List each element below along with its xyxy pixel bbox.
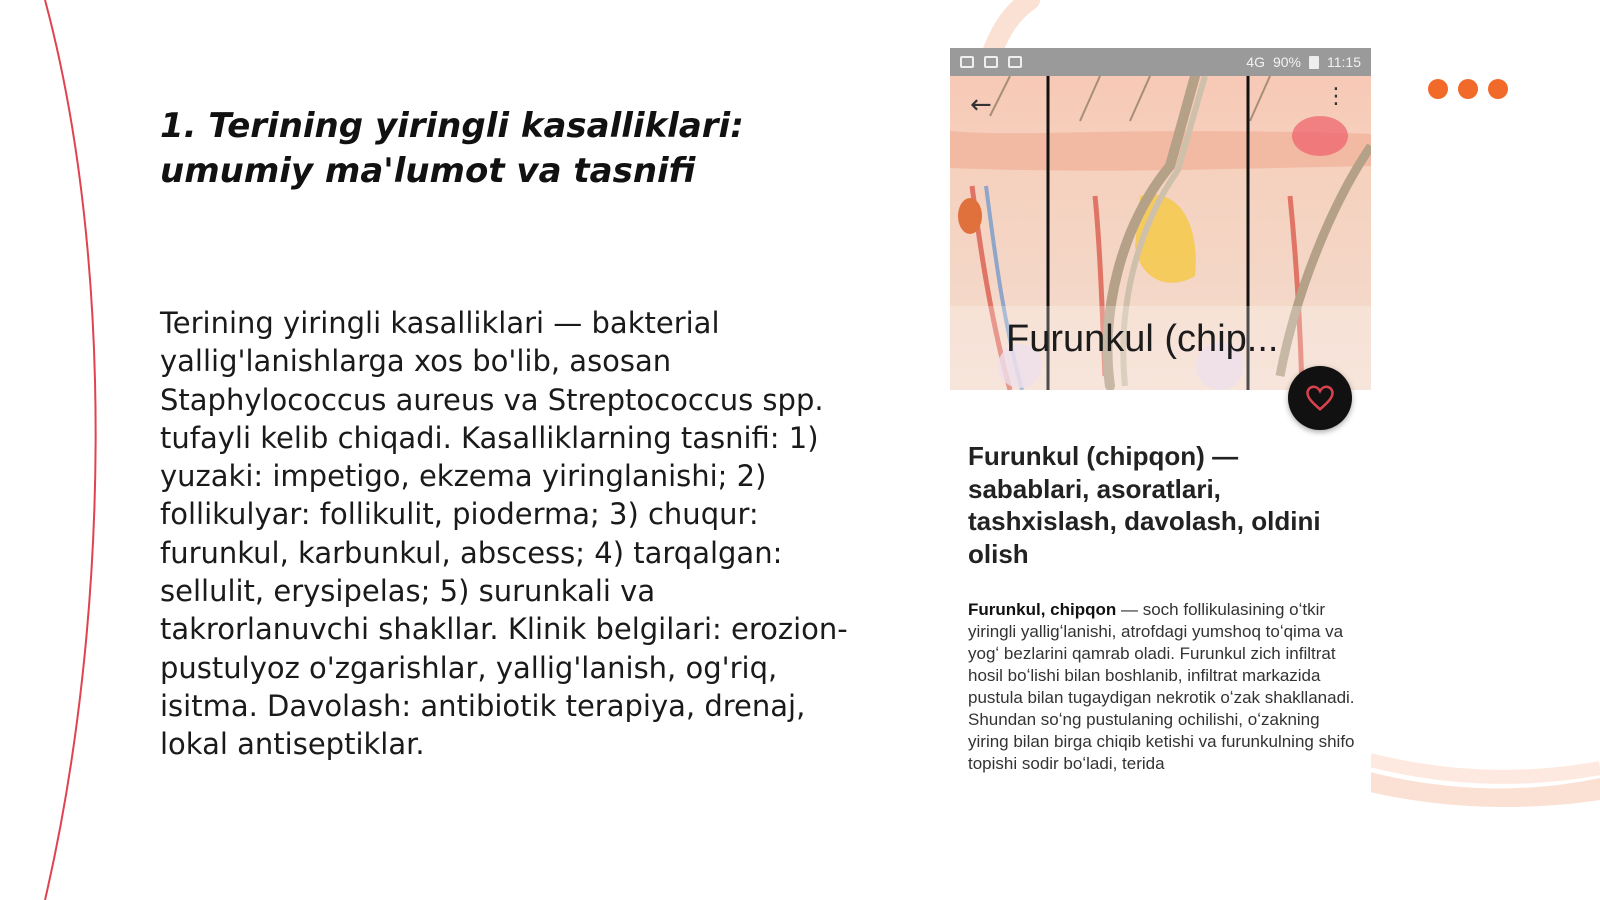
article-body [968,599,1360,775]
more-vertical-icon[interactable]: ⋮ [1325,84,1347,109]
back-arrow-icon[interactable]: ← [970,90,992,120]
phone-screenshot [950,48,1371,808]
network-label: 4G [1246,54,1265,70]
battery-icon [1309,56,1319,69]
left-red-curve [45,0,96,900]
article-lead-bold: Furunkul, chipqon [968,600,1117,619]
notification-icon [960,56,974,68]
dot-1 [1428,79,1448,99]
bottom-peach-band-inner [1370,760,1600,777]
slide-title: 1. Terining yiringli kasalliklari: umumiy ma'lumot va tasnifi [160,106,744,191]
slide-body-text: Terining yiringli kasalliklari — bakterial yallig'lanishlarga xos bo'lib, asosan Staphylococcus aureus va Streptococcus spp. tufayli kelib chiqadi. Kasalliklarning tasnifi: 1) yuzaki: impetigo, ekzema yiringlanishi; 2) follikulyar: follikulit, pioderma; 3) chuqur: furunkul, karbunkul, abscess; 4) tarqalgan: sellulit, erysipelas; 5) surunkali va takrorlanuvchi shakllar. Klinik belgilari: erozion-pustulyoz o'zgarishlar, yallig'lanish, og'riq, isitma. Davolash: antibiotik terapiya, drenaj, lokal antiseptiklar. [160,306,848,762]
signal-label: 90% [1272,54,1301,70]
article-title: Furunkul (chipqon) — sabablari, asoratlari, tashxislash, davolash, oldini olish [968,441,1321,569]
dot-2 [1458,79,1478,99]
article-lead-text: — soch follikulasining oʻtkir yiringli yalligʻlanishi, atrofdagi yumshoq toʻqima va yogʻ bezlarini qamrab oladi. Furunkul zich infiltrat hosil boʻlishi bilan boshlanib, infiltrat markazida pustula bilan tugaydigan nekrotik oʻzak shakllanadi. Shundan soʻng pustulaning ochilishi, oʻzakning yiring bilan birga chiqib ketishi va furunkulning shifo topishi sodir boʻladi, terida [968,600,1355,773]
favorite-button[interactable] [1288,366,1352,430]
heart-icon [1305,383,1335,413]
gallery-icon [984,56,998,68]
status-bar [950,48,1371,76]
dot-3 [1488,79,1508,99]
message-icon [1008,56,1022,68]
hero-caption: Furunkul (chip... [1006,318,1279,360]
status-time: 11:15 [1327,54,1361,70]
decorative-dots [1428,79,1508,99]
